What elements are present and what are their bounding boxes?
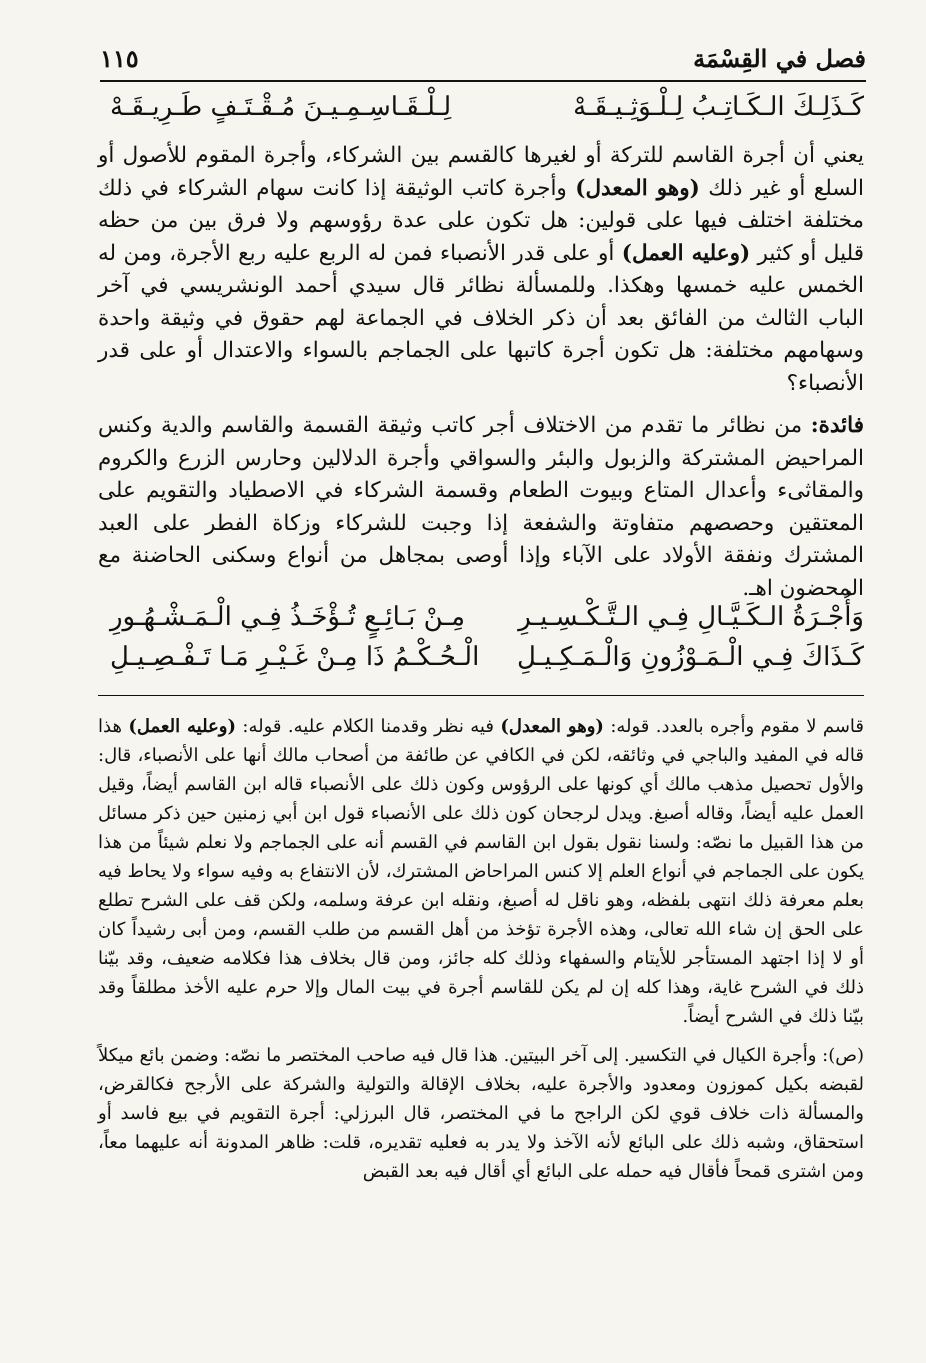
bold-term-amal: (وعليه العمل) [621, 240, 751, 266]
verse-2 [110, 602, 864, 642]
verse-1-first-hemistich: كَـذَلِـكَ الـكَـاتِـبُ لِـلْـوَثِـيـقَـهْ [573, 92, 864, 122]
page-number: ١١٥ [100, 44, 139, 73]
verse-2-second-hemistich: مِـنْ بَـائِـعٍ تُـؤْخَـذُ فِـي الْـمَـشْـهُـورِ [110, 602, 466, 632]
faida-paragraph: فائدة: من نظائر ما تقدم من الاختلاف أجر كاتب وثيقة القسمة والقاسم والدية وكنس المراحيض المشتركة والزبول والبئر والسواقي وأجرة الدلالين وحارس الزرع والكروم والمقاثىء وأعدال المتاع وبيوت الطعام وقسمة الشركاء في الاصطياد والتقويم على المعتقين وحصصهم متفاوتة والشفعة إذا وجبت للشركاء وزكاة الفطر على العبد المشترك ونفقة الأولاد على الآباء وإذا أوصى بمجاهل من أنواع وسكنى الحاضنة مع المحضون اهـ. [98, 413, 864, 601]
header-rule [100, 80, 866, 82]
chapter-title: فصل في القِسْمَة [693, 44, 866, 73]
verse-2-first-hemistich: وَأُجْـرَةُ الـكَـيَّـالِ فِـي الـتَّـكْـسِـيـرِ [518, 602, 864, 632]
commentary-paragraph: يعني أن أجرة القاسم للتركة أو لغيرها كالقسم بين الشركاء، وأجرة المقوم للأصول أو السلع أو غير ذلك (وهو المعدل) وأجرة كاتب الوثيقة إذا كانت سهام الشركاء في ذلك مختلفة اختلف فيها على قولين: هل تكون على عدة رؤوسهم ولا فرق بين من حظه قليل أو كثير (وعليه العمل) أو على قدر الأنصباء فمن له الربع عليه ربع الأجرة، ومن له الخمس عليه خمسها وهكذا. وللمسألة نظائر قال سيدي أحمد الونشريسي في آخر الباب الثالث من الفائق بعد أن ذكر الخلاف في الجماعة لهم حقوق في وثيقة واحدة وسهامهم مختلفة: هل تكون أجرة كاتبها على الجماجم بالسواء والاعتدال أو على قدر الأنصباء؟ [98, 143, 865, 396]
faida-label: فائدة: [810, 413, 864, 438]
verse-3 [110, 642, 864, 682]
verse-1-second-hemistich: لِـلْـقَـاسِـمِـيـنَ مُـقْـتَـفٍ طَـرِيـقَـهْ [110, 92, 452, 122]
bold-term-muaddil: (وهو المعدل) [575, 175, 700, 201]
verse-1 [110, 92, 864, 132]
footnotes [98, 712, 864, 1196]
verse-3-second-hemistich: الْـحُـكْـمُ ذَا مِـنْ غَـيْـرِ مَـا تَـفْـصِـيـلِ [110, 642, 480, 672]
verse-3-first-hemistich: كَـذَاكَ فِـي الْـمَـوْزُونِ وَالْـمَـكِـيـلِ [517, 642, 864, 672]
footnote-divider [98, 695, 864, 696]
footnote-1: قاسم لا مقوم وأجره بالعدد. قوله: (وهو المعدل) فيه نظر وقدمنا الكلام عليه. قوله: (وعليه العمل) هذا قاله في المفيد والباجي في وثائقه، لكن في الكافي عن طائفة من أصحاب مالك أنها على الأنصباء، قال: والأول تحصيل مذهب مالك أي كونها على الرؤوس وكون ذلك على الأنصباء قاله ابن القاسم أيضاً، وقيل العمل عليه أيضاً، وقاله أصبغ. ويدل لرجحان كون ذلك على الأنصباء قول ابن أبي زمنين حين ذكر مسائل من هذا القبيل ما نصّه: ولسنا نقول بقول ابن القاسم في القسم أنه على الجماجم ولا نعلم شيئاً من هذا يكون على الجماجم في أنواع العلم إلا كنس المراحاض المشترك، لأن الانتفاع به وفيه سواء ولا يحاط فيه بعلم معرفة ذلك انتهى بلفظه، وهو ناقل له أصبغ، ونقله ابن عرفة وسلمه، ولكن قف على الشرح تطلع على الحق إن شاء الله تعالى، وهذه الأجرة تؤخذ من أهل القسم من طلب القسم، ومن أبى رشيداً كان أو لا إذا اجتهد المستأجر للأيتام والسفهاء وذلك كله جائز، ومن قال بخلاف هذا فكلامه ضعيف، وقد بيّنا ذلك في الشرح غاية، وهذا كله إن لم يكن للقاسم أجرة في بيت المال وإلا حرم عليه الأخذ مطلقاً وقد بيّنا ذلك في الشرح أيضاً. [98, 716, 865, 1027]
main-text [98, 140, 864, 615]
footnote-2: (ص): وأجرة الكيال في التكسير. إلى آخر البيتين. هذا قال فيه صاحب المختصر ما نصّه: وضمن بائع ميكلاً لقبضه بكيل كموزون ومعدود والأجرة عليه، بخلاف الإقالة والتولية والشركة على الأرجح فكالقرض، والمسألة ذات خلاف قوي لكن الراجح ما في المختصر، قال البرزلي: أجرة التقويم في بيع فاسد أو استحقاق، وشبه ذلك على البائع لأنه الآخذ ولا يدر به فعليه تقديره، قلت: ظاهر المدونة أنه عليهما معاً، ومن اشترى قمحاً فأقال فيه حمله على البائع أي أقال فيه بعد القبض [98, 1045, 864, 1182]
page-header [100, 40, 866, 80]
